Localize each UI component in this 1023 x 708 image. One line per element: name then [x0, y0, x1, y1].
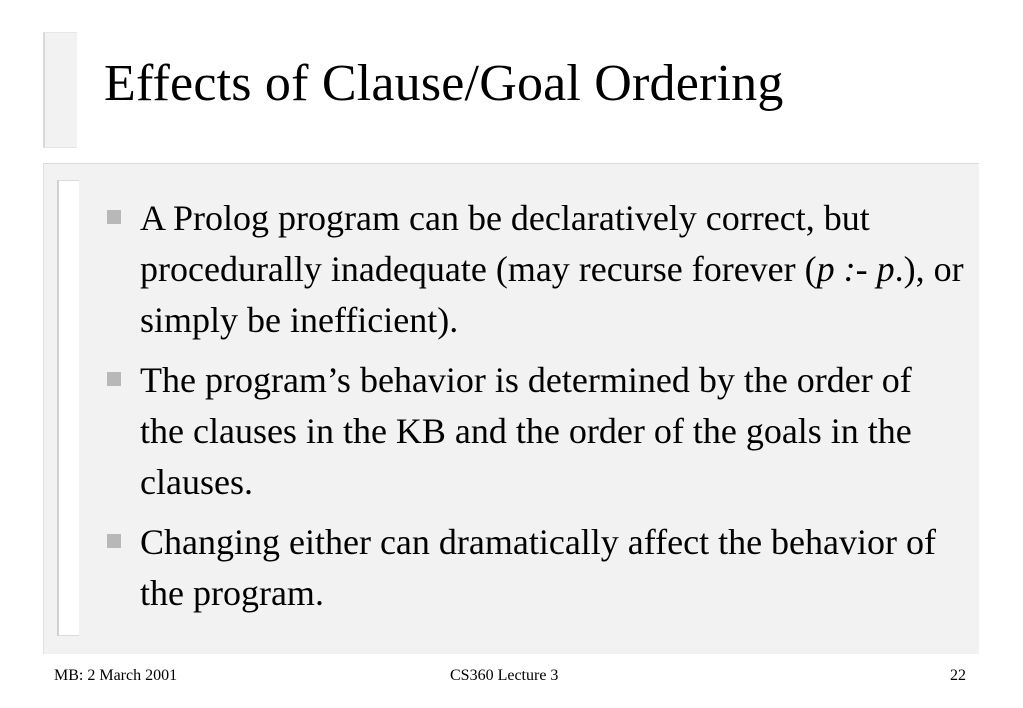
footer-date: MB: 2 March 2001	[54, 667, 178, 684]
body-accent-bar	[57, 180, 79, 636]
bullet-item	[104, 193, 964, 346]
square-bullet-icon	[107, 210, 121, 224]
bullet-italic-code: p :- p	[816, 249, 895, 289]
square-bullet-icon	[107, 534, 121, 548]
bullet-text: A Prolog program can be declaratively correct, but procedurally inadequate (may recurse forever (p :- p.), or simply be inefficient).	[140, 198, 964, 340]
bullet-item	[104, 517, 964, 619]
bullet-text: The program’s behavior is determined by the order of the clauses in the KB and the order of the goals in the clauses.	[140, 360, 912, 502]
title-accent-bar	[43, 32, 77, 148]
bullet-text: Changing either can dramatically affect the behavior of the program.	[140, 522, 936, 613]
bullet-item	[104, 355, 964, 508]
slide-title: Effects of Clause/Goal Ordering	[104, 55, 784, 112]
footer-course: CS360 Lecture 3	[450, 667, 559, 684]
footer-page-number: 22	[950, 667, 966, 684]
square-bullet-icon	[107, 372, 121, 386]
bullet-list	[104, 193, 964, 628]
